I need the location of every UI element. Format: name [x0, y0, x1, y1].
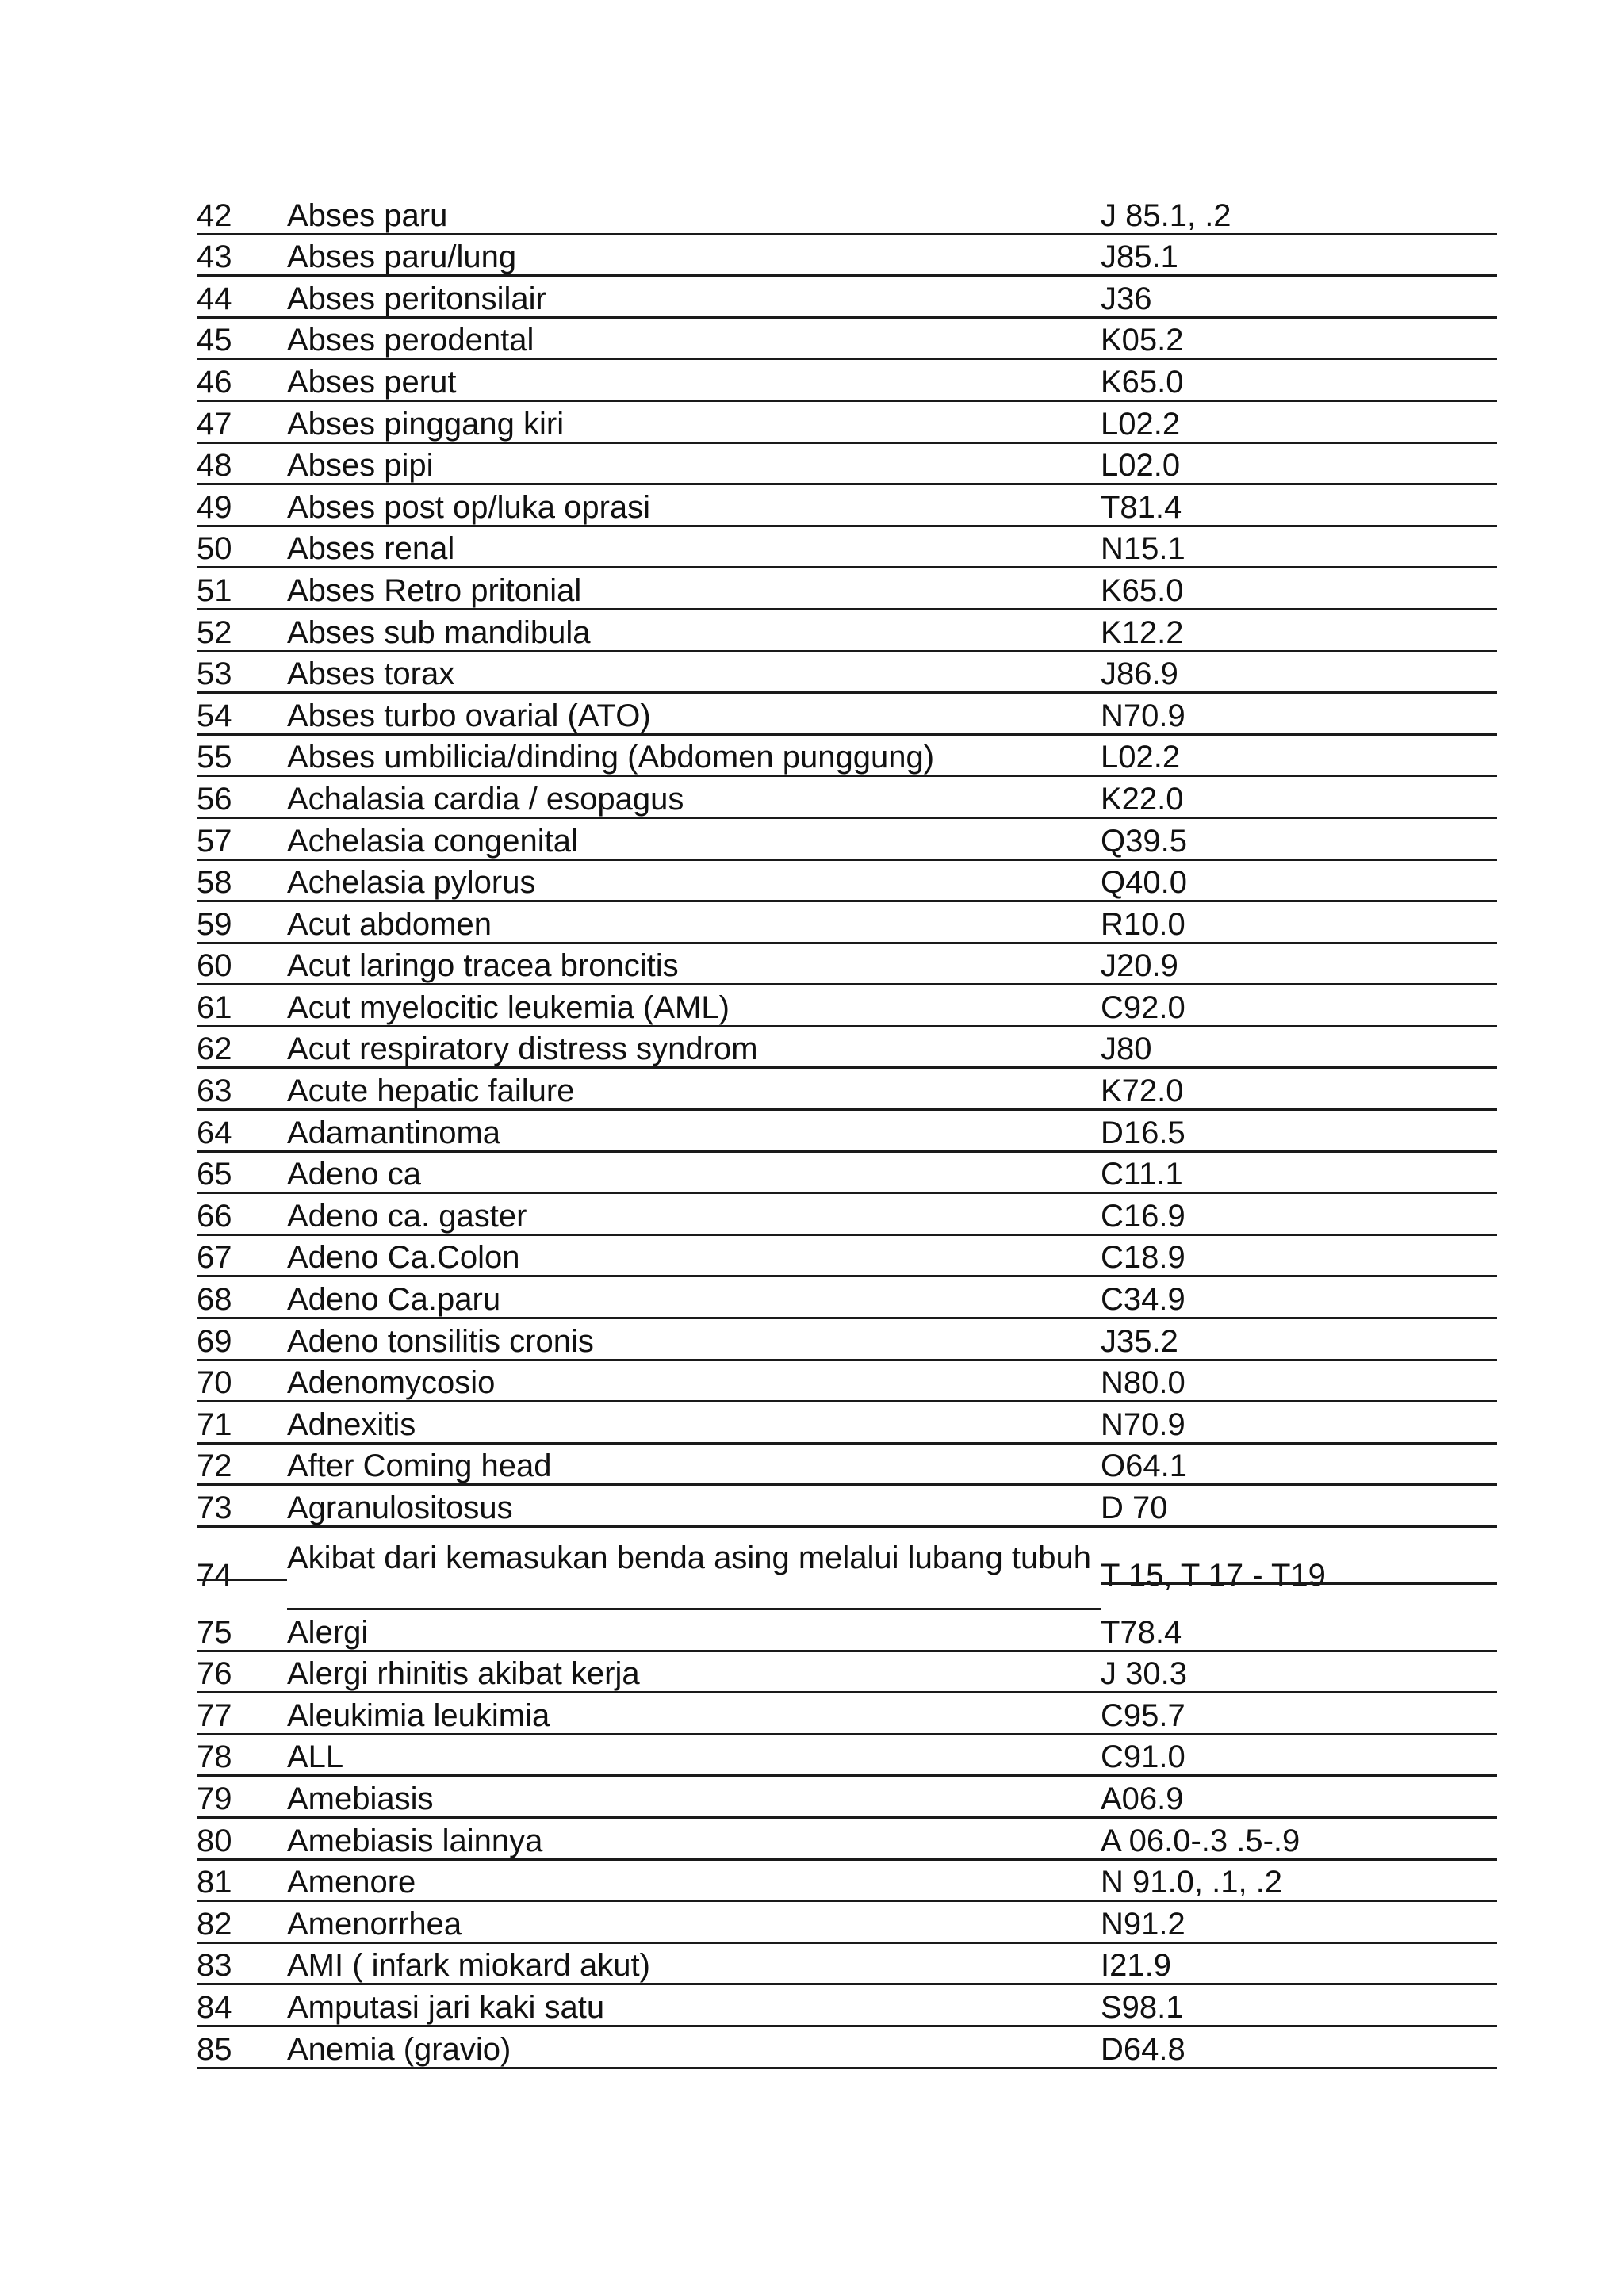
table-row [197, 1111, 1497, 1153]
diagnosis-name: Abses sub mandibula [287, 614, 591, 650]
table-row [197, 736, 1497, 778]
row-number: 62 [197, 1031, 232, 1067]
table-row [197, 402, 1497, 444]
table-row [197, 1069, 1497, 1111]
diagnosis-name: Abses renal [287, 531, 455, 567]
table-row [197, 568, 1497, 610]
icd-code: T78.4 [1101, 1614, 1182, 1650]
row-number: 58 [197, 865, 232, 901]
row-divider [197, 1578, 287, 1581]
icd-code: C18.9 [1101, 1240, 1185, 1276]
row-number: 44 [197, 281, 232, 316]
row-number: 68 [197, 1282, 232, 1318]
table-row [197, 1652, 1497, 1694]
table-row [197, 485, 1497, 527]
icd-code: N80.0 [1101, 1365, 1185, 1401]
table-row [197, 1361, 1497, 1403]
row-number: 84 [197, 1989, 232, 2025]
row-number: 49 [197, 489, 232, 525]
diagnosis-name: Anemia (gravio) [287, 2031, 511, 2067]
table-row [197, 1861, 1497, 1903]
diagnosis-name: Acut myelocitic leukemia (AML) [287, 989, 730, 1025]
icd-code: L02.2 [1101, 406, 1181, 442]
row-number: 55 [197, 740, 232, 775]
icd-code: N91.2 [1101, 1906, 1185, 1942]
diagnosis-name: Amebiasis [287, 1781, 434, 1816]
table-row [197, 1944, 1497, 1986]
icd-code: N15.1 [1101, 531, 1185, 567]
table-row [197, 1194, 1497, 1236]
diagnosis-name: Abses pipi [287, 448, 434, 484]
icd-code: D16.5 [1101, 1115, 1185, 1150]
diagnosis-name: Abses peritonsilair [287, 281, 546, 316]
table-row [197, 1277, 1497, 1319]
icd-code: T81.4 [1101, 489, 1182, 525]
row-number: 54 [197, 698, 232, 733]
diagnosis-name: Aleukimia leukimia [287, 1697, 550, 1733]
table-row [197, 861, 1497, 903]
icd-code: C92.0 [1101, 989, 1185, 1025]
row-number: 73 [197, 1490, 232, 1525]
diagnosis-name: Adeno Ca.Colon [287, 1240, 520, 1276]
row-number: 71 [197, 1406, 232, 1442]
row-number: 42 [197, 197, 232, 233]
diagnosis-name: Achelasia pylorus [287, 865, 536, 901]
table-row [197, 193, 1497, 235]
row-number: 81 [197, 1865, 232, 1900]
row-number: 75 [197, 1614, 232, 1650]
diagnosis-name: AMI ( infark miokard akut) [287, 1948, 650, 1984]
icd-code: T 15, T 17 - T19 [1101, 1558, 1326, 1593]
row-number: 80 [197, 1823, 232, 1858]
icd-code: J36 [1101, 281, 1152, 316]
table-row [197, 610, 1497, 652]
table-row [197, 1319, 1497, 1361]
table-row [197, 360, 1497, 402]
diagnosis-name: Acut laringo tracea broncitis [287, 948, 679, 984]
icd-code: Q40.0 [1101, 865, 1187, 901]
diagnosis-name: Abses torax [287, 656, 455, 692]
diagnosis-name: Abses paru [287, 197, 448, 233]
row-number: 51 [197, 572, 232, 608]
icd-code: D64.8 [1101, 2031, 1185, 2067]
table-row [197, 1819, 1497, 1861]
row-number: 45 [197, 323, 232, 358]
icd-code: L02.0 [1101, 448, 1181, 484]
diagnosis-name: Adenomycosio [287, 1365, 496, 1401]
diagnosis-name: Amputasi jari kaki satu [287, 1989, 605, 2025]
row-number: 66 [197, 1198, 232, 1234]
icd-code: R10.0 [1101, 906, 1185, 942]
row-number: 56 [197, 781, 232, 817]
table-row [197, 527, 1497, 569]
table-row [197, 652, 1497, 695]
row-number: 59 [197, 906, 232, 942]
row-divider [1101, 1582, 1497, 1585]
table-row [197, 1153, 1497, 1195]
diagnosis-name: Abses umbilicia/dinding (Abdomen punggung) [287, 740, 935, 775]
table-row [197, 1528, 1497, 1610]
icd-code: L02.2 [1101, 740, 1181, 775]
icd-code: K65.0 [1101, 572, 1184, 608]
table-row [197, 235, 1497, 277]
row-number: 53 [197, 656, 232, 692]
icd-code: K22.0 [1101, 781, 1184, 817]
diagnosis-name: Adeno tonsilitis cronis [287, 1323, 594, 1359]
diagnosis-name: Akibat dari kemasukan benda asing melalui lubang tubuh [287, 1540, 1092, 1575]
table-row [197, 1027, 1497, 1070]
row-number: 77 [197, 1697, 232, 1733]
diagnosis-name: Abses perut [287, 364, 457, 400]
diagnosis-name: Amenorrhea [287, 1906, 462, 1942]
table-row [197, 1735, 1497, 1777]
icd-code: N 91.0, .1, .2 [1101, 1865, 1283, 1900]
row-number: 83 [197, 1948, 232, 1984]
table-row [197, 694, 1497, 736]
row-number: 67 [197, 1240, 232, 1276]
row-number: 63 [197, 1073, 232, 1109]
row-number: 78 [197, 1739, 232, 1775]
diagnosis-name: Abses paru/lung [287, 239, 517, 275]
diagnosis-name: Abses turbo ovarial (ATO) [287, 698, 651, 733]
icd-code: C34.9 [1101, 1282, 1185, 1318]
row-number: 79 [197, 1781, 232, 1816]
diagnosis-name: Achelasia congenital [287, 823, 578, 859]
icd-code: S98.1 [1101, 1989, 1184, 2025]
diagnosis-name: Abses Retro pritonial [287, 572, 582, 608]
row-number: 64 [197, 1115, 232, 1150]
diagnosis-name: Acut respiratory distress syndrom [287, 1031, 758, 1067]
icd-code: Q39.5 [1101, 823, 1187, 859]
table-row [197, 1693, 1497, 1735]
icd-code: C91.0 [1101, 1739, 1185, 1775]
icd-code: N70.9 [1101, 698, 1185, 733]
diagnosis-name: Abses post op/luka oprasi [287, 489, 651, 525]
table-row [197, 985, 1497, 1027]
row-number: 74 [197, 1558, 232, 1593]
diagnosis-name: Adeno ca [287, 1157, 422, 1192]
diagnosis-name: Achalasia cardia / esopagus [287, 781, 684, 817]
table-row [197, 1610, 1497, 1652]
diagnosis-name: After Coming head [287, 1448, 552, 1484]
row-number: 70 [197, 1365, 232, 1401]
table-row [197, 902, 1497, 944]
table-row [197, 444, 1497, 486]
table-row [197, 319, 1497, 361]
icd-code: K12.2 [1101, 614, 1184, 650]
diagnosis-name: Agranulositosus [287, 1490, 513, 1525]
table-row [197, 2027, 1497, 2069]
table-row [197, 277, 1497, 319]
icd-code: A 06.0-.3 .5-.9 [1101, 1823, 1300, 1858]
icd-code: N70.9 [1101, 1406, 1185, 1442]
icd-code: C95.7 [1101, 1697, 1185, 1733]
row-number: 65 [197, 1157, 232, 1192]
row-number: 76 [197, 1656, 232, 1692]
table-row [197, 777, 1497, 819]
row-number: 69 [197, 1323, 232, 1359]
row-number: 50 [197, 531, 232, 567]
row-number: 85 [197, 2031, 232, 2067]
diagnosis-name: ALL [287, 1739, 344, 1775]
icd-code: K72.0 [1101, 1073, 1184, 1109]
row-number: 61 [197, 989, 232, 1025]
row-number: 47 [197, 406, 232, 442]
diagnosis-name: Abses pinggang kiri [287, 406, 565, 442]
diagnosis-name: Amebiasis lainnya [287, 1823, 543, 1858]
diagnosis-name: Alergi rhinitis akibat kerja [287, 1656, 640, 1692]
table-row [197, 1902, 1497, 1944]
row-number: 57 [197, 823, 232, 859]
icd-code: J20.9 [1101, 948, 1178, 984]
icd-code: K65.0 [1101, 364, 1184, 400]
row-number: 43 [197, 239, 232, 275]
row-number: 72 [197, 1448, 232, 1484]
diagnosis-name: Alergi [287, 1614, 369, 1650]
diagnosis-name: Amenore [287, 1865, 416, 1900]
icd-code: O64.1 [1101, 1448, 1187, 1484]
icd-code: K05.2 [1101, 323, 1184, 358]
diagnosis-name: Adamantinoma [287, 1115, 501, 1150]
row-number: 52 [197, 614, 232, 650]
diagnosis-name: Adeno Ca.paru [287, 1282, 501, 1318]
table-row [197, 1486, 1497, 1528]
table-row [197, 819, 1497, 861]
diagnosis-name: Abses perodental [287, 323, 534, 358]
diagnosis-name: Adeno ca. gaster [287, 1198, 527, 1234]
diagnosis-name: Adnexitis [287, 1406, 416, 1442]
icd-code: A06.9 [1101, 1781, 1184, 1816]
icd-code: I21.9 [1101, 1948, 1171, 1984]
diagnosis-name: Acute hepatic failure [287, 1073, 575, 1109]
diagnosis-code-table [197, 193, 1497, 2069]
icd-code: D 70 [1101, 1490, 1168, 1525]
icd-code: J86.9 [1101, 656, 1178, 692]
icd-code: J80 [1101, 1031, 1152, 1067]
icd-code: J85.1 [1101, 239, 1178, 275]
row-number: 82 [197, 1906, 232, 1942]
icd-code: J 85.1, .2 [1101, 197, 1231, 233]
row-number: 60 [197, 948, 232, 984]
row-number: 48 [197, 448, 232, 484]
icd-code: C11.1 [1101, 1157, 1183, 1192]
table-row [197, 944, 1497, 986]
table-row [197, 1236, 1497, 1278]
table-row [197, 1445, 1497, 1487]
icd-code: J 30.3 [1101, 1656, 1187, 1692]
table-row [197, 1777, 1497, 1819]
row-number: 46 [197, 364, 232, 400]
icd-code: C16.9 [1101, 1198, 1185, 1234]
table-row [197, 1985, 1497, 2027]
diagnosis-name: Acut abdomen [287, 906, 492, 942]
icd-code: J35.2 [1101, 1323, 1178, 1359]
table-row [197, 1402, 1497, 1445]
